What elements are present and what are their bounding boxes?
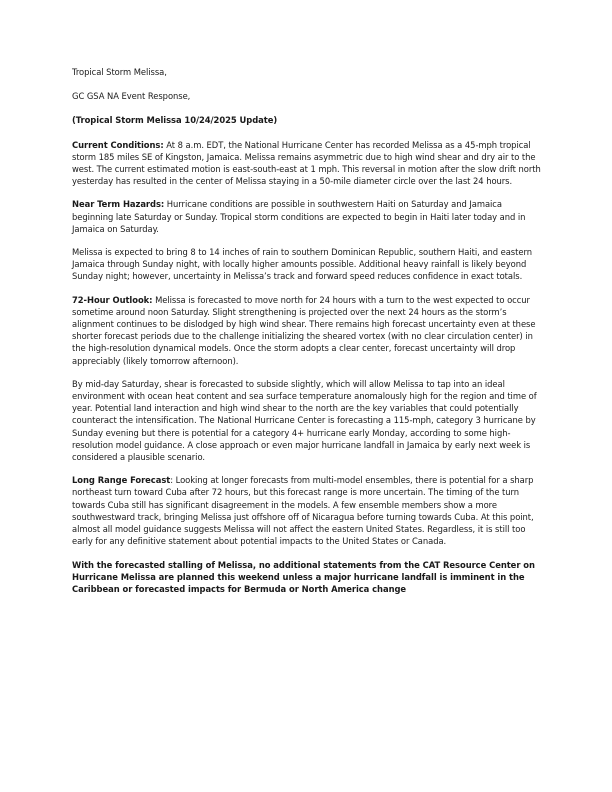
rainfall-paragraph: Melissa is expected to bring 8 to 14 inches of rain to southern Dominican Republic, southern Haiti, and eastern Jamaica through Sunday night, with locally higher amounts possible. Additional heavy rainfall is likely beyond Sunday night; however, uncertainty in Melissa’s track and forward speed reduces confidence in exact totals. xyxy=(72,247,532,282)
near-term-hazards-body: Hurricane conditions are possible in southwestern Haiti on Saturday and Jamaica beginning late Saturday or Sunday. Tropical storm conditions are expected to begin in Haiti later today and in Jamaica on Saturday. xyxy=(72,199,526,234)
document-page xyxy=(72,66,544,595)
closing-statement: With the forecasted stalling of Melissa, no additional statements from the CAT Resource Center on Hurricane Melissa are planned this weekend unless a major hurricane landfall is imminent in the Caribbean or forecasted impacts for Bermuda or North America change xyxy=(72,559,535,594)
long-range-heading: Long Range Forecast xyxy=(72,475,171,486)
near-term-hazards-paragraph xyxy=(72,198,544,235)
long-range-paragraph xyxy=(72,474,544,547)
team-line: GC GSA NA Event Response, xyxy=(72,91,191,102)
current-conditions-heading: Current Conditions: xyxy=(72,139,164,150)
salutation-line: Tropical Storm Melissa, xyxy=(72,67,167,77)
outlook-heading: 72-Hour Outlook: xyxy=(72,294,153,305)
long-range-body: : Looking at longer forecasts from multi-model ensembles, there is potential for a sharp northeast turn toward Cuba after 72 hours, but this forecast range is more uncertain. The timing of the turn towards Cuba still has significant disagreement in the models. A few ensemble members show a more southwestward track, bringing Melissa just offshore off of Nicaragua before turning towards Cuba. At this point, almost all model guidance suggests Melissa will not affect the eastern United States. Regardless, it is still too early for any definitive statement about potential impacts to the United States or Canada. xyxy=(72,475,534,547)
midday-paragraph: By mid-day Saturday, shear is forecasted to subside slightly, which will allow Melissa to tap into an ideal environment with ocean heat content and sea surface temperature anomalously high for the region and time of year. Potential land interaction and high wind shear to the north are the key variables that could potentially counteract the intensification. The National Hurricane Center is forecasting a 115-mph, category 3 hurricane by Sunday evening but there is potential for a category 4+ hurricane early Monday, according to some high-resolution model guidance. A close approach or even major hurricane landfall in Jamaica by early next week is considered a plausible scenario. xyxy=(72,378,537,463)
outlook-paragraph xyxy=(72,294,544,367)
outlook-body: Melissa is forecasted to move north for 24 hours with a turn to the west expected to occur sometime around noon Saturday. Slight strengthening is projected over the next 24 hours as the storm’s alignment continues to be dislodged by high wind shear. There remains high forecast uncertainty even at these shorter forecast periods due to the challenge initializing the sheared vortex (with no clear circulation center) in the high-resolution dynamical models. Once the storm adopts a clear center, forecast uncertainty will drop appreciably (likely tomorrow afternoon). xyxy=(72,294,536,366)
update-title: (Tropical Storm Melissa 10/24/2025 Update) xyxy=(72,115,278,126)
near-term-hazards-heading: Near Term Hazards: xyxy=(72,199,165,210)
current-conditions-body: At 8 a.m. EDT, the National Hurricane Center has recorded Melissa as a 45-mph tropical storm 185 miles SE of Kingston, Jamaica. Melissa remains asymmetric due to high wind shear and dry air to the west. The current estimated motion is east-south-east at 1 mph. This reversal in motion after the slow drift north yesterday has resulted in the center of Melissa staying in a 50-mile diameter circle over the last 24 hours. xyxy=(72,139,541,187)
current-conditions-paragraph xyxy=(72,139,544,188)
